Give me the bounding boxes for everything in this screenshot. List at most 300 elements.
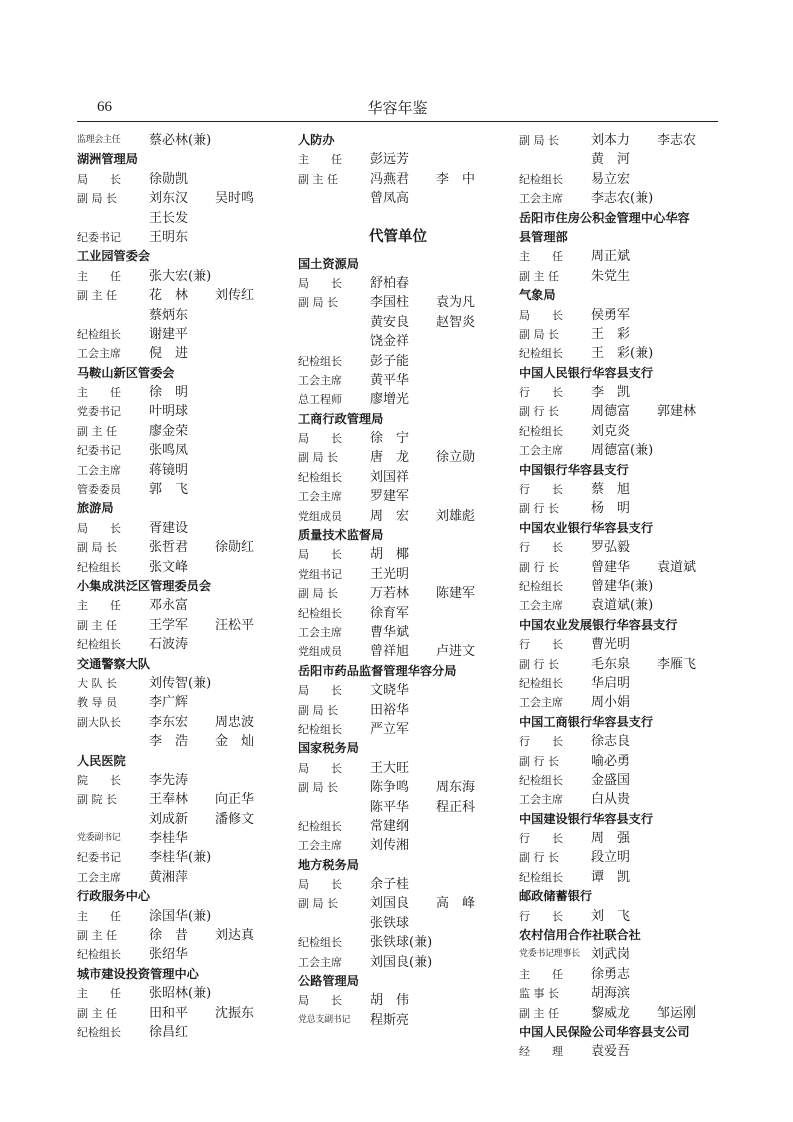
position-title: 副 主 任 bbox=[298, 172, 338, 186]
org-heading: 邮政储蓄银行 bbox=[519, 889, 593, 904]
person-name: 张文峰 bbox=[149, 559, 189, 575]
position-title: 监 事 长 bbox=[519, 987, 559, 1001]
person-name: 黄 河 bbox=[591, 152, 631, 168]
position-row bbox=[77, 732, 277, 751]
position-title: 行 长 bbox=[519, 541, 563, 555]
position-row bbox=[77, 383, 277, 402]
position-title: 纪检组长 bbox=[298, 819, 342, 833]
position-row bbox=[77, 926, 277, 945]
position-row bbox=[77, 325, 277, 344]
person-name: 刘东汉 bbox=[149, 191, 189, 207]
position-title: 纪委书记 bbox=[77, 444, 121, 458]
person-name: 李广辉 bbox=[149, 695, 189, 711]
position-title: 院 长 bbox=[77, 773, 121, 787]
position-row bbox=[519, 655, 724, 674]
page-header bbox=[77, 97, 718, 119]
position-title: 工会主席 bbox=[519, 696, 563, 710]
position-row bbox=[298, 293, 498, 312]
position-row bbox=[298, 836, 498, 855]
person-name: 李桂华 bbox=[149, 831, 189, 847]
person-name: 刘国良(兼) bbox=[370, 954, 433, 970]
org-heading: 湖洲管理局 bbox=[77, 152, 138, 167]
position-row bbox=[77, 189, 277, 208]
person-name: 李志农(兼) bbox=[591, 191, 654, 207]
position-row bbox=[298, 545, 498, 564]
person-name: 易立宏 bbox=[591, 171, 631, 187]
person-name: 黄平华 bbox=[370, 372, 410, 388]
position-row bbox=[77, 984, 277, 1003]
position-row bbox=[519, 596, 724, 615]
position-title: 副 主 任 bbox=[77, 929, 117, 943]
header-rule bbox=[77, 121, 718, 122]
position-row bbox=[519, 189, 724, 208]
position-title: 纪检组长 bbox=[77, 948, 121, 962]
person-name: 石波涛 bbox=[149, 637, 189, 653]
position-title: 党组成员 bbox=[298, 509, 342, 523]
person-name: 陈争鸣 bbox=[370, 780, 410, 796]
person-name: 文晓华 bbox=[370, 683, 410, 699]
position-row bbox=[519, 752, 724, 771]
position-row bbox=[519, 829, 724, 848]
person-name: 叶明球 bbox=[149, 404, 189, 420]
person-name: 胡 椰 bbox=[370, 547, 410, 563]
person-name: 王 彩 bbox=[591, 326, 631, 342]
position-row bbox=[77, 170, 277, 189]
position-title: 工会主席 bbox=[77, 347, 121, 361]
position-row bbox=[77, 538, 277, 557]
position-row bbox=[519, 306, 724, 325]
position-title: 局 长 bbox=[298, 878, 342, 892]
position-title: 工会主席 bbox=[298, 490, 342, 504]
org-heading: 旅游局 bbox=[77, 501, 114, 516]
position-title: 局 长 bbox=[298, 276, 342, 290]
person-name: 王学军 bbox=[149, 617, 189, 633]
person-name: 李 浩 bbox=[149, 734, 189, 750]
person-name: 曾凤高 bbox=[370, 191, 410, 207]
position-title: 经 理 bbox=[519, 1045, 563, 1059]
person-name: 袁爱吾 bbox=[591, 1044, 631, 1060]
person-name: 周德富 bbox=[591, 404, 631, 420]
position-row bbox=[519, 344, 724, 363]
position-row bbox=[77, 306, 277, 325]
person-name: 刘达真 bbox=[215, 928, 255, 944]
person-name: 周德富(兼) bbox=[591, 443, 654, 459]
person-name: 卢进文 bbox=[436, 644, 476, 660]
position-row bbox=[298, 798, 498, 817]
position-title: 副 局 长 bbox=[298, 451, 338, 465]
person-name: 曾建华 bbox=[591, 559, 631, 575]
position-row bbox=[298, 759, 498, 778]
org-heading: 行政服务中心 bbox=[77, 889, 151, 904]
person-name: 李雁飞 bbox=[657, 656, 697, 672]
position-title: 副大队长 bbox=[77, 715, 121, 729]
position-title: 副 行 长 bbox=[519, 851, 559, 865]
position-title: 副 行 长 bbox=[519, 560, 559, 574]
position-row bbox=[519, 577, 724, 596]
position-row bbox=[519, 538, 724, 557]
position-title: 纪检组长 bbox=[298, 936, 342, 950]
person-name: 徐 宁 bbox=[370, 431, 410, 447]
org-heading: 人防办 bbox=[298, 133, 335, 147]
position-title: 行 长 bbox=[519, 832, 563, 846]
position-row bbox=[519, 247, 724, 266]
person-name: 程正科 bbox=[436, 799, 476, 815]
position-row bbox=[298, 642, 498, 661]
position-row bbox=[519, 422, 724, 441]
position-title: 主 任 bbox=[519, 250, 563, 264]
person-name: 李桂华(兼) bbox=[149, 850, 212, 866]
org-heading: 岳阳市住房公积金管理中心华容 bbox=[519, 210, 690, 225]
position-row bbox=[77, 810, 277, 829]
person-name: 王光明 bbox=[370, 566, 410, 582]
person-name: 高 峰 bbox=[436, 896, 476, 912]
position-row bbox=[77, 1004, 277, 1023]
person-name: 郭 飞 bbox=[149, 482, 189, 498]
position-title: 副 局 长 bbox=[519, 327, 559, 341]
person-name: 白从贵 bbox=[591, 792, 631, 808]
org-heading: 工业园管委会 bbox=[77, 249, 151, 264]
position-row bbox=[519, 771, 724, 790]
person-name: 彭子能 bbox=[370, 353, 410, 369]
position-row bbox=[77, 848, 277, 867]
person-name: 王明东 bbox=[149, 229, 189, 245]
person-name: 谭 凯 bbox=[591, 869, 631, 885]
position-title: 主 任 bbox=[298, 153, 342, 167]
person-name: 余子桂 bbox=[370, 877, 410, 893]
position-title: 副 主 任 bbox=[519, 1006, 559, 1020]
position-row bbox=[519, 558, 724, 577]
person-name: 彭远芳 bbox=[370, 152, 410, 168]
person-name: 胡海滨 bbox=[591, 986, 631, 1002]
person-name: 赵智炎 bbox=[436, 314, 476, 330]
person-name: 刘 飞 bbox=[591, 908, 631, 924]
person-name: 曾建华(兼) bbox=[591, 578, 654, 594]
section-heading: 代管单位 bbox=[369, 228, 427, 245]
position-title: 管委委员 bbox=[77, 483, 121, 497]
person-name: 舒柏春 bbox=[370, 275, 410, 291]
person-name: 黄安良 bbox=[370, 314, 410, 330]
position-row bbox=[298, 507, 498, 526]
position-row bbox=[298, 150, 498, 169]
person-name: 罗弘毅 bbox=[591, 540, 631, 556]
person-name: 廖金荣 bbox=[149, 423, 189, 439]
position-row bbox=[77, 422, 277, 441]
person-name: 周小娟 bbox=[591, 695, 631, 711]
position-title: 主 任 bbox=[77, 386, 121, 400]
position-title: 主 任 bbox=[77, 269, 121, 283]
position-row bbox=[519, 480, 724, 499]
person-name: 饶金祥 bbox=[370, 334, 410, 350]
person-name: 张铁球 bbox=[370, 915, 410, 931]
position-row bbox=[77, 713, 277, 732]
org-heading: 岳阳市药品监督管理华容分局 bbox=[298, 663, 457, 678]
person-name: 李东宏 bbox=[149, 714, 189, 730]
person-name: 徐志良 bbox=[591, 734, 631, 750]
person-name: 袁道斌(兼) bbox=[591, 598, 654, 614]
position-row bbox=[77, 771, 277, 790]
position-row bbox=[519, 170, 724, 189]
person-name: 王长发 bbox=[149, 210, 189, 226]
position-row bbox=[519, 907, 724, 926]
position-title: 纪委书记 bbox=[77, 851, 121, 865]
position-title: 局 长 bbox=[519, 308, 563, 322]
position-title: 行 长 bbox=[519, 638, 563, 652]
org-heading: 地方税务局 bbox=[298, 857, 359, 872]
position-title: 副 行 长 bbox=[519, 657, 559, 671]
org-heading: 县管理部 bbox=[519, 229, 568, 244]
person-name: 花 林 bbox=[149, 288, 189, 304]
person-name: 程斯亮 bbox=[370, 1012, 410, 1028]
position-row bbox=[519, 267, 724, 286]
org-heading: 农村信用合作社联合社 bbox=[519, 928, 641, 943]
position-row bbox=[298, 313, 498, 332]
person-name: 冯燕君 bbox=[370, 171, 410, 187]
position-row bbox=[77, 790, 277, 809]
position-row bbox=[77, 480, 277, 499]
position-row bbox=[298, 170, 498, 189]
org-heading: 质量技术监督局 bbox=[298, 528, 384, 543]
position-row bbox=[298, 332, 498, 351]
person-name: 唐 龙 bbox=[370, 450, 410, 466]
person-name: 蔡必林(兼) bbox=[149, 133, 212, 148]
column-1 bbox=[77, 131, 277, 1042]
person-name: 金盛国 bbox=[591, 772, 631, 788]
person-name: 徐勇志 bbox=[591, 966, 631, 982]
position-title: 纪检组长 bbox=[519, 870, 563, 884]
person-name: 黄湘萍 bbox=[149, 869, 189, 885]
person-name: 金 灿 bbox=[215, 734, 255, 750]
person-name: 徐育军 bbox=[370, 605, 410, 621]
position-title: 副 主 任 bbox=[77, 618, 117, 632]
person-name: 徐勋红 bbox=[215, 540, 255, 556]
position-title: 局 长 bbox=[298, 761, 342, 775]
person-name: 徐 昔 bbox=[149, 928, 189, 944]
position-title: 副 局 长 bbox=[298, 703, 338, 717]
position-row bbox=[519, 131, 724, 150]
person-name: 徐 明 bbox=[149, 385, 189, 401]
position-row bbox=[298, 894, 498, 913]
org-heading: 中国人民保险公司华容县支公司 bbox=[519, 1024, 690, 1039]
position-row bbox=[77, 228, 277, 247]
person-name: 周 强 bbox=[591, 831, 631, 847]
org-heading: 交通警察大队 bbox=[77, 656, 151, 671]
person-name: 曹光明 bbox=[591, 637, 631, 653]
position-row bbox=[298, 604, 498, 623]
position-title: 党委副书记 bbox=[77, 833, 121, 844]
position-row bbox=[298, 390, 498, 409]
position-title: 副 局 长 bbox=[298, 587, 338, 601]
person-name: 王奉林 bbox=[149, 792, 189, 808]
position-row bbox=[519, 945, 724, 964]
position-row bbox=[298, 953, 498, 972]
position-row bbox=[77, 674, 277, 693]
position-title: 纪委书记 bbox=[77, 230, 121, 244]
position-title: 副 行 长 bbox=[519, 405, 559, 419]
position-row bbox=[298, 448, 498, 467]
position-title: 纪检组长 bbox=[519, 773, 563, 787]
person-name: 张大宏(兼) bbox=[149, 268, 212, 284]
position-title: 纪检组长 bbox=[519, 424, 563, 438]
position-row bbox=[298, 623, 498, 642]
position-row bbox=[298, 371, 498, 390]
person-name: 蔡 旭 bbox=[591, 482, 631, 498]
org-heading: 中国农业银行华容县支行 bbox=[519, 520, 654, 535]
position-row bbox=[77, 558, 277, 577]
position-title: 行 长 bbox=[519, 735, 563, 749]
position-row bbox=[77, 131, 277, 150]
position-title: 纪检组长 bbox=[298, 354, 342, 368]
org-heading: 马鞍山新区管委会 bbox=[77, 365, 175, 380]
position-title: 纪检组长 bbox=[298, 606, 342, 620]
position-row bbox=[298, 681, 498, 700]
position-row bbox=[298, 487, 498, 506]
person-name: 常建纲 bbox=[370, 818, 410, 834]
person-name: 喻必勇 bbox=[591, 753, 631, 769]
position-row bbox=[77, 286, 277, 305]
position-title: 纪检组长 bbox=[519, 676, 563, 690]
person-name: 陈建军 bbox=[436, 586, 476, 602]
org-heading: 中国人民银行华容县支行 bbox=[519, 365, 654, 380]
person-name: 蒋镜明 bbox=[149, 462, 189, 478]
position-row bbox=[77, 945, 277, 964]
person-name: 黎威龙 bbox=[591, 1005, 631, 1021]
position-row bbox=[298, 778, 498, 797]
person-name: 刘传红 bbox=[215, 288, 255, 304]
position-row bbox=[298, 1011, 498, 1030]
person-name: 汪松平 bbox=[215, 617, 255, 633]
position-row bbox=[519, 325, 724, 344]
person-name: 张昭林(兼) bbox=[149, 986, 212, 1002]
position-title: 局 长 bbox=[298, 684, 342, 698]
position-row bbox=[77, 596, 277, 615]
position-title: 行 长 bbox=[519, 386, 563, 400]
person-name: 侯勇军 bbox=[591, 307, 631, 323]
position-row bbox=[519, 402, 724, 421]
position-title: 主 任 bbox=[77, 599, 121, 613]
person-name: 张鸣凤 bbox=[149, 443, 189, 459]
person-name: 张哲君 bbox=[149, 540, 189, 556]
position-row bbox=[77, 829, 277, 848]
position-row bbox=[77, 1023, 277, 1042]
book-title: 华容年鉴 bbox=[367, 99, 428, 117]
position-row bbox=[519, 732, 724, 751]
position-title: 工会主席 bbox=[519, 793, 563, 807]
position-title: 党组书记 bbox=[298, 567, 342, 581]
position-row bbox=[77, 344, 277, 363]
position-row bbox=[519, 441, 724, 460]
person-name: 曹华斌 bbox=[370, 624, 410, 640]
position-title: 副 行 长 bbox=[519, 502, 559, 516]
person-name: 李 中 bbox=[436, 171, 476, 187]
org-heading: 中国建设银行华容县支行 bbox=[519, 811, 654, 826]
position-row bbox=[77, 907, 277, 926]
person-name: 周 宏 bbox=[370, 508, 410, 524]
person-name: 刘雄彪 bbox=[436, 508, 476, 524]
position-title: 纪检组长 bbox=[298, 470, 342, 484]
person-name: 袁道斌 bbox=[657, 559, 697, 575]
person-name: 胡 伟 bbox=[370, 993, 410, 1009]
position-title: 工会主席 bbox=[519, 599, 563, 613]
position-title: 工会主席 bbox=[519, 192, 563, 206]
position-row bbox=[77, 519, 277, 538]
position-row bbox=[519, 1042, 724, 1061]
position-row bbox=[519, 965, 724, 984]
org-heading: 工商行政管理局 bbox=[298, 411, 384, 426]
position-title: 局 长 bbox=[298, 432, 342, 446]
position-row bbox=[298, 875, 498, 894]
person-name: 段立明 bbox=[591, 850, 631, 866]
position-title: 纪检组长 bbox=[77, 560, 121, 574]
position-title: 副 局 长 bbox=[298, 897, 338, 911]
position-title: 主 任 bbox=[77, 987, 121, 1001]
position-row bbox=[77, 402, 277, 421]
person-name: 田裕华 bbox=[370, 702, 410, 718]
person-name: 倪 进 bbox=[149, 346, 189, 362]
position-row bbox=[298, 584, 498, 603]
position-title: 纪检组长 bbox=[77, 327, 121, 341]
position-row bbox=[298, 933, 498, 952]
position-row bbox=[519, 693, 724, 712]
position-title: 纪检组长 bbox=[77, 1025, 121, 1039]
org-heading: 中国农业发展银行华容县支行 bbox=[519, 617, 678, 632]
position-row bbox=[298, 914, 498, 933]
person-name: 田和平 bbox=[149, 1005, 189, 1021]
person-name: 郭建林 bbox=[657, 404, 697, 420]
position-row bbox=[519, 1004, 724, 1023]
position-row bbox=[519, 674, 724, 693]
person-name: 沈振东 bbox=[215, 1005, 255, 1021]
position-row bbox=[519, 499, 724, 518]
position-title: 副 局 长 bbox=[298, 296, 338, 310]
position-row bbox=[298, 468, 498, 487]
person-name: 刘国祥 bbox=[370, 469, 410, 485]
person-name: 袁为凡 bbox=[436, 295, 476, 311]
position-title: 副 主 任 bbox=[77, 424, 117, 438]
person-name: 吴时鸣 bbox=[215, 191, 255, 207]
position-title: 教 导 员 bbox=[77, 696, 117, 710]
position-title: 主 任 bbox=[77, 909, 121, 923]
position-title: 工会主席 bbox=[519, 444, 563, 458]
position-title: 工会主席 bbox=[77, 463, 121, 477]
person-name: 徐昌红 bbox=[149, 1024, 189, 1040]
person-name: 陈平华 bbox=[370, 799, 410, 815]
column-2 bbox=[298, 131, 498, 1030]
person-name: 张铁球(兼) bbox=[370, 935, 433, 951]
position-title: 总工程师 bbox=[298, 393, 342, 407]
person-name: 曾祥旭 bbox=[370, 644, 410, 660]
person-name: 刘国良 bbox=[370, 896, 410, 912]
position-title: 行 长 bbox=[519, 483, 563, 497]
person-name: 邹运刚 bbox=[657, 1005, 697, 1021]
person-name: 王 彩(兼) bbox=[591, 346, 654, 362]
position-title: 副 院 长 bbox=[77, 793, 117, 807]
position-title: 纪检组长 bbox=[77, 638, 121, 652]
column-3 bbox=[519, 131, 724, 1062]
position-title: 大 队 长 bbox=[77, 676, 117, 690]
person-name: 刘成新 bbox=[149, 811, 189, 827]
position-title: 副 局 长 bbox=[298, 781, 338, 795]
person-name: 毛东泉 bbox=[591, 656, 631, 672]
position-row bbox=[519, 150, 724, 169]
org-heading: 气象局 bbox=[519, 288, 556, 303]
position-title: 副 局 长 bbox=[77, 192, 117, 206]
person-name: 刘本力 bbox=[591, 133, 631, 148]
position-title: 纪检组长 bbox=[519, 579, 563, 593]
position-title: 工会主席 bbox=[298, 625, 342, 639]
person-name: 刘武岗 bbox=[591, 947, 631, 963]
position-title: 纪检组长 bbox=[298, 722, 342, 736]
person-name: 李 凯 bbox=[591, 385, 631, 401]
